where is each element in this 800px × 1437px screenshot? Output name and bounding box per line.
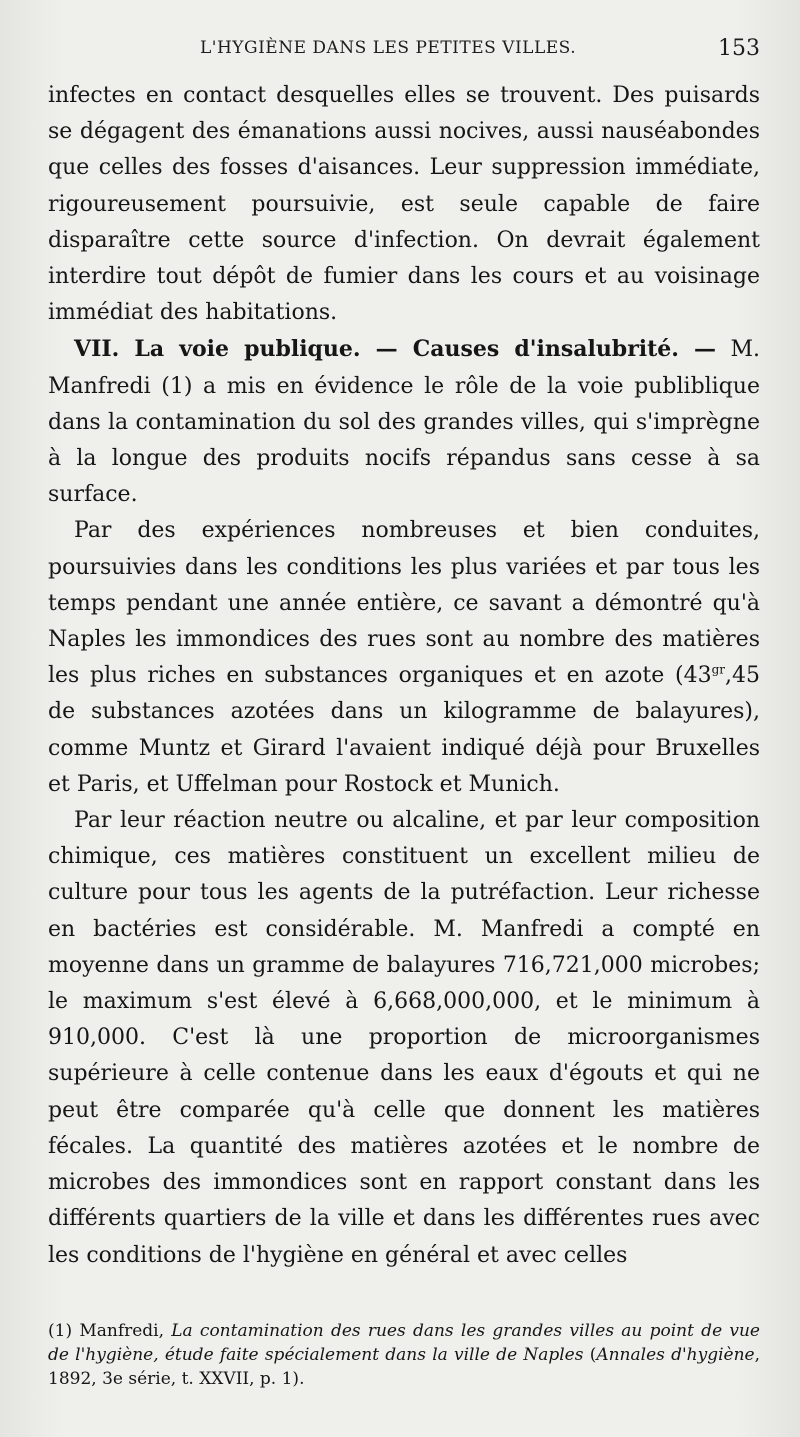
paragraph-3-part-2: ,45 de substances azotées dans un kilogramme de balayures), comme Muntz et Girard l'avaient indiqué déjà pour Bruxelles et Paris, et Uffelman pour Rostock et Munich. <box>48 663 760 797</box>
gram-superscript: gr <box>711 662 725 677</box>
page-number: 153 <box>718 36 760 61</box>
section-heading: VII. La voie publique. — Causes d'insalubrité. — <box>74 336 717 363</box>
paragraph-2 <box>48 331 760 513</box>
running-title: L'HYGIÈNE DANS LES PETITES VILLES. <box>200 38 577 58</box>
page-header <box>0 36 800 70</box>
footnote-title: La contamination des rues dans les grandes villes au point de vue de l'hygiène, étude faite spécialement dans la ville de Naples <box>48 1321 760 1365</box>
footnote-journal: Annales d'hygiène <box>596 1345 755 1365</box>
footnote-marker: (1) Manfredi, <box>48 1321 172 1341</box>
paragraph-3-part-1: Par des expériences nombreuses et bien conduites, poursuivies dans les conditions les plus variées et par tous les temps pendant une année entière, ce savant a démontré qu'à Naples les immondices des rues sont au nombre des matières les plus riches en substances organiques et en azote (43 <box>48 518 760 689</box>
footnote <box>48 1319 760 1391</box>
main-text <box>48 78 760 1274</box>
paragraph-3 <box>48 513 760 803</box>
paragraph-4: Par leur réaction neutre ou alcaline, et par leur composition chimique, ces matières constituent un excellent milieu de culture pour tous les agents de la putréfaction. Leur richesse en bactéries est considérable. M. Manfredi a compté en moyenne dans un gramme de balayures 716,721,000 microbes; le maximum s'est élevé à 6,668,000,000, et le minimum à 910,000. C'est là une proportion de microorganismes supérieure à celle contenue dans les eaux d'égouts et qui ne peut être comparée qu'à celle que donnent les matières fécales. La quantité des matières azotées et le nombre de microbes des immondices sont en rapport constant dans les différents quartiers de la ville et dans les différentes rues avec les conditions de l'hygiène en général et avec celles <box>48 808 760 1268</box>
footnote-details: , 1892, 3e série, t. XXVII, p. 1). <box>48 1345 760 1389</box>
paragraph-2-text: M. Manfredi (1) a mis en évidence le rôle de la voie publiblique dans la contamination du sol des grandes villes, qui s'imprègne à la longue des produits nocifs répandus sans cesse à sa surface. <box>48 337 760 508</box>
footnote-paren: ( <box>583 1345 597 1365</box>
paragraph-1: infectes en contact desquelles elles se trouvent. Des puisards se dégagent des émanations aussi nocives, aussi nauséabondes que celles des fosses d'aisances. Leur suppression immédiate, rigoureusement poursuivie, est seule capable de faire disparaître cette source d'infection. On devrait également interdire tout dépôt de fumier dans les cours et au voisinage immédiat des habitations. <box>48 83 760 326</box>
